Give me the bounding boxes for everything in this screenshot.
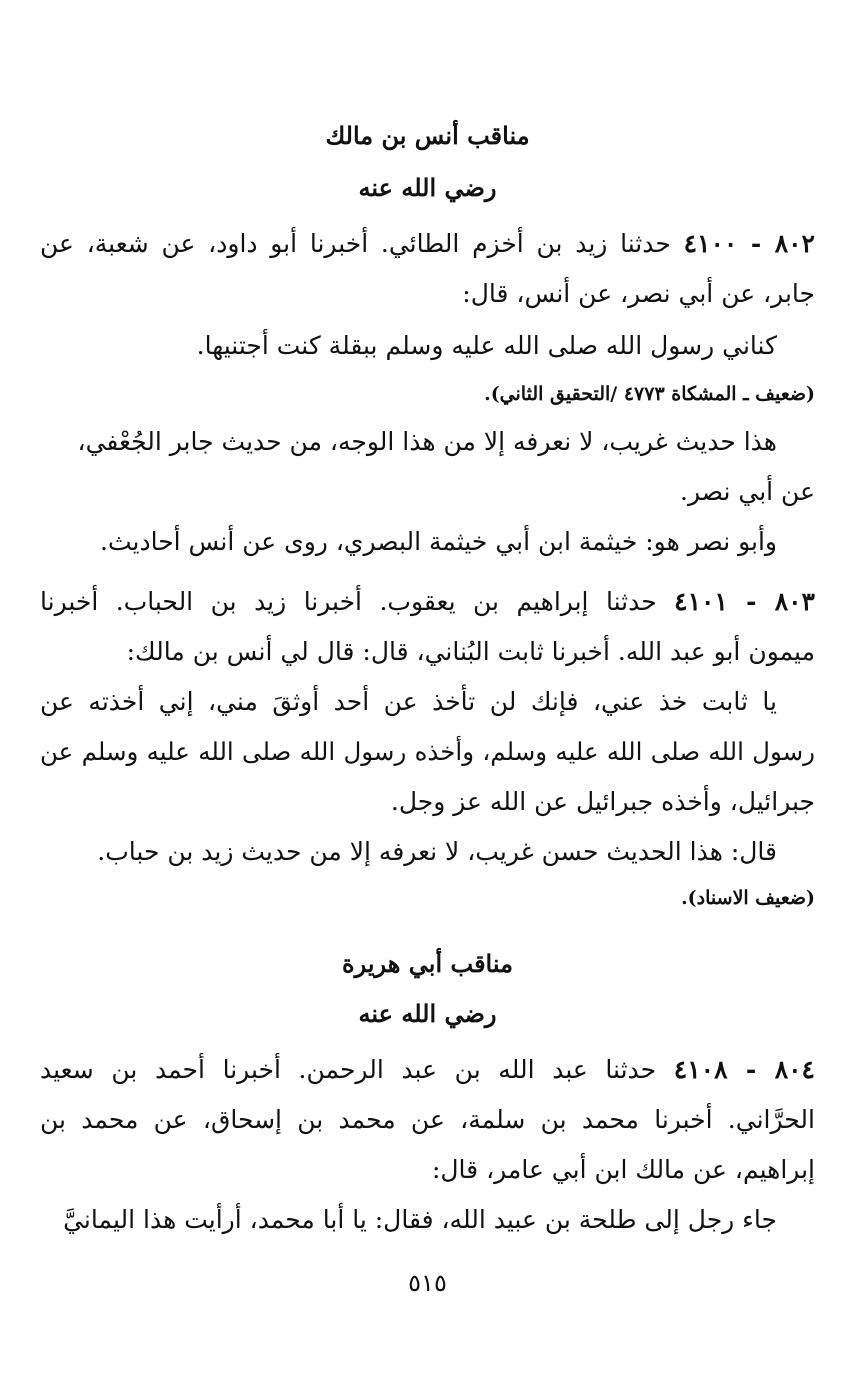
hadith-802-line-2: جابر، عن أبي نصر، عن أنس، قال: (462, 279, 815, 308)
section-title-anas: مناقب أنس بن مالك (325, 121, 530, 150)
page-number: ٥١٥ (408, 1269, 447, 1297)
hadith-804-number: ٨٠٤ - ٤١٠٨ (673, 1055, 815, 1084)
hadith-802-number: ٨٠٢ - ٤١٠٠ (683, 229, 815, 258)
hadith-802-line-1 (40, 226, 815, 262)
hadith-803-line-2: ميمون أبو عبد الله. أخبرنا ثابت البُناني، قال: قال لي أنس بن مالك: (126, 637, 815, 666)
hadith-803-line-5: جبرائيل، وأخذه جبرائيل عن الله عز وجل. (390, 787, 815, 816)
hadith-804-line-4: جاء رجل إلى طلحة بن عبيد الله، فقال: يا أبا محمد، أرأيت هذا اليمانيَّ (63, 1205, 777, 1234)
hadith-803-line-1 (40, 584, 815, 620)
hadith-802-comment-2: عن أبي نصر. (680, 477, 815, 506)
section-subtitle-anas: رضي الله عنه (358, 173, 497, 202)
hadith-802-comment-3: وأبو نصر هو: خيثمة ابن أبي خيثمة البصري، روى عن أنس أحاديث. (100, 527, 777, 556)
hadith-803-line-3: يا ثابت خذ عني، فإنك لن تأخذ عن أحد أوثقَ مني، إني أخذته عن (40, 687, 777, 716)
hadith-804-text-1: حدثنا عبد الله بن عبد الرحمن. أخبرنا أحمد بن سعيد (40, 1055, 657, 1084)
hadith-804-line-3: إبراهيم، عن مالك ابن أبي عامر، قال: (431, 1155, 815, 1184)
hadith-804-line-1 (40, 1052, 815, 1088)
hadith-803-text-1: حدثنا إبراهيم بن يعقوب. أخبرنا زيد بن الحباب. أخبرنا (40, 587, 657, 616)
hadith-803-line-4: رسول الله صلى الله عليه وسلم، وأخذه رسول الله صلى الله عليه وسلم عن (40, 737, 815, 766)
hadith-802-grading: (ضعيف ـ المشكاة ٤٧٧٣ /التحقيق الثاني). (484, 383, 815, 405)
hadith-803-number: ٨٠٣ - ٤١٠١ (674, 587, 815, 616)
hadith-803-line-6: قال: هذا الحديث حسن غريب، لا نعرفه إلا من حديث زيد بن حباب. (97, 837, 777, 866)
section-subtitle-abu-hurayra: رضي الله عنه (358, 999, 497, 1028)
hadith-804-line-2: الحرَّاني. أخبرنا محمد بن سلمة، عن محمد بن إسحاق، عن محمد بن (40, 1105, 815, 1134)
hadith-802-text-1: حدثنا زيد بن أخزم الطائي. أخبرنا أبو داود، عن شعبة، عن (40, 229, 671, 258)
hadith-802-line-3: كناني رسول الله صلى الله عليه وسلم ببقلة كنت أجتنيها. (196, 331, 777, 360)
hadith-802-comment-1: هذا حديث غريب، لا نعرفه إلا من هذا الوجه، من حديث جابر الجُعْفي، (77, 427, 777, 456)
hadith-803-grading: (ضعيف الاسناد). (681, 887, 815, 909)
section-title-abu-hurayra: مناقب أبي هريرة (342, 949, 513, 978)
